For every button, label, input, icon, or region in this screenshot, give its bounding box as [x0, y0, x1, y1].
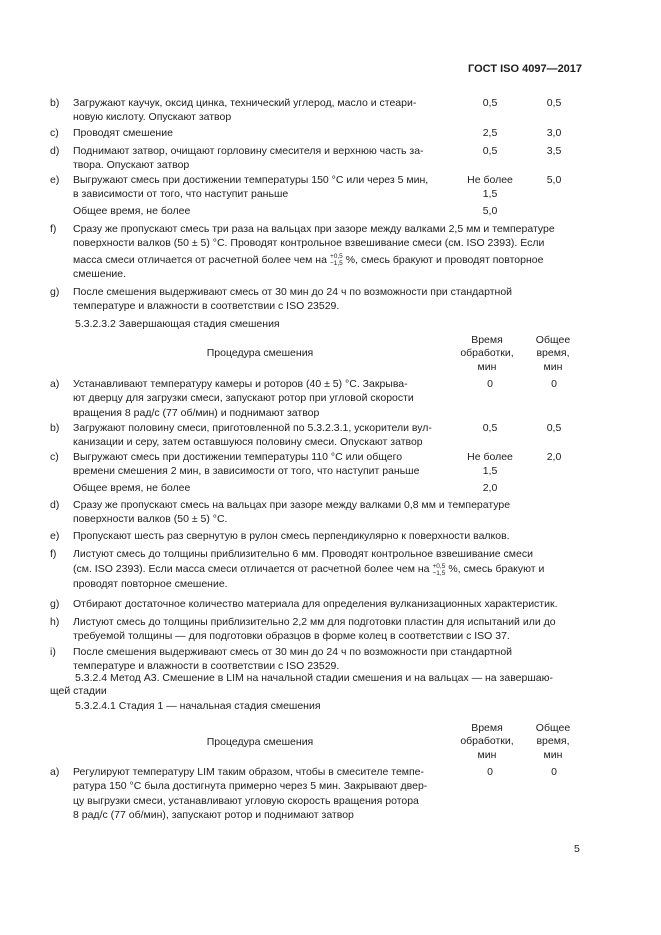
header-line: время,	[536, 347, 570, 360]
header-line: обработки,	[460, 347, 514, 360]
text-line: времени смешения 2 мин, в зависимости от того, что наступит раньше	[73, 465, 420, 478]
list-item-text	[73, 450, 441, 479]
text-line: Устанавливают температуру камеры и роторов (40 ± 5) °С. Закрыва-	[73, 378, 408, 390]
list-label: a)	[50, 766, 60, 778]
text-line: поверхности валков (50 ± 5) °С.	[73, 513, 228, 526]
total-time-label: Общее время, не более	[73, 205, 191, 217]
text-line: Регулируют температуру LIM таким образом, чтобы в смесителе темпе-	[73, 766, 425, 778]
list-label: d)	[50, 499, 60, 511]
list-label: e)	[50, 174, 60, 186]
list-label: g)	[50, 286, 60, 298]
time-value: 0	[487, 378, 493, 390]
list-label: c)	[50, 127, 59, 139]
text-line: вращения 8 рад/с (77 об/мин) и поднимают затвор	[73, 406, 320, 419]
standard-designation: ГОСТ ISO 4097—2017	[468, 63, 583, 75]
total-value: 0	[551, 378, 557, 390]
time-value: 1,5	[482, 188, 498, 200]
text-fragment: %, смесь бракуют и проводят повторное	[345, 253, 544, 266]
header-line: Время	[471, 722, 503, 734]
text-line: температуре и влажности в соответствии с ISO 23529.	[73, 660, 340, 673]
column-header-total	[524, 334, 582, 374]
section-heading: 5.3.2.4 Метод А3. Смешение в LIM на начальной стадии смешения и на вальцах — на завершаю-	[75, 672, 553, 684]
column-header-procedure: Процедура смешения	[206, 736, 314, 748]
list-label: f)	[50, 223, 57, 235]
tolerance-lower: −1,5	[329, 260, 343, 268]
time-value: Не более	[467, 174, 513, 186]
tolerance-lower: −1,5	[432, 569, 446, 577]
text-line: Загружают каучук, оксид цинка, технический углерод, масло и стеари-	[73, 97, 417, 109]
list-item-text	[73, 173, 441, 202]
text-line: Листуют смесь до толщины приблизительно 2,2 мм для подготовки пластин для испытаний или до	[73, 616, 556, 628]
header-line: мин	[477, 748, 497, 761]
text-line: Проводят смешение	[73, 127, 173, 139]
paragraph	[73, 547, 593, 591]
time-value: 2,5	[482, 127, 498, 139]
time-value: 1,5	[482, 465, 498, 477]
text-fragment: (см. ISO 2393). Если масса смеси отличается от расчетной более чем на	[73, 563, 430, 576]
paragraph	[73, 597, 593, 611]
text-line: Листуют смесь до толщины приблизительно 6 мм. Проводят контрольное взвешивание смеси	[73, 548, 533, 560]
text-line: Загружают половину смеси, приготовленной по 5.3.2.3.1, ускорители вул-	[73, 422, 432, 434]
column-header-procedure: Процедура смешения	[206, 347, 314, 359]
paragraph	[73, 285, 593, 314]
list-label: a)	[50, 378, 60, 390]
time-value: 0	[487, 766, 493, 778]
header-line: обработки,	[460, 735, 514, 748]
text-line: твора. Опускают затвор	[73, 159, 190, 172]
header-line: Общее	[535, 722, 571, 734]
text-fragment: %, смесь бракуют и	[448, 563, 545, 576]
total-value: 0	[551, 766, 557, 778]
column-header-time	[456, 334, 518, 374]
text-line: Выгружают смесь при достижении температуры 150 °С или через 5 мин,	[73, 174, 429, 186]
paragraph	[73, 645, 593, 674]
total-value: 5,0	[546, 174, 562, 186]
column-header-time	[456, 722, 518, 762]
paragraph	[73, 498, 593, 527]
text-line: ратура 150 °С была достигнута примерно через 5 мин. Закрывают двер-	[73, 780, 428, 793]
text-line: требуемой толщины — для подготовки образцов в форме колец в соответствии с ISO 37.	[73, 630, 510, 643]
text-fragment: масса смеси отличается от расчетной более чем на	[73, 253, 327, 266]
tolerance-upper: +0,5	[432, 562, 446, 570]
text-line: Пропускают шесть раз свернутую в рулон смесь перпендикулярно к поверхности валков.	[73, 530, 510, 542]
tolerance	[433, 563, 446, 577]
text-line: Отбирают достаточное количество материала для определения вулканизационных характеристик.	[73, 598, 558, 610]
tolerance	[330, 253, 343, 267]
list-item-text	[73, 421, 441, 450]
text-line	[73, 253, 593, 267]
column-header-total	[524, 722, 582, 762]
text-line: Поднимают затвор, очищают горловину смесителя и верхнюю часть за-	[73, 145, 424, 157]
total-value: 0,5	[546, 97, 562, 109]
list-item-text	[73, 377, 441, 420]
text-line: Сразу же пропускают смесь три раза на вальцах при зазоре между валками 2,5 мм и температуре	[73, 223, 555, 235]
text-line: Сразу же пропускают смесь на вальцах при зазоре между валками 0,8 мм и температуре	[73, 499, 511, 511]
header-line: Время	[471, 334, 503, 346]
text-line: проводят повторное смешение.	[73, 577, 228, 590]
list-item-text	[73, 96, 441, 125]
list-label: g)	[50, 598, 60, 610]
text-line: новую кислоту. Опускают затвор	[73, 111, 232, 124]
list-item-text	[73, 144, 441, 173]
total-time-value: 2,0	[482, 482, 498, 494]
header-line: время,	[536, 735, 570, 748]
page-number: 5	[574, 843, 580, 855]
list-label: h)	[50, 616, 60, 628]
total-value: 3,0	[546, 127, 562, 139]
list-item-text	[73, 126, 441, 140]
header-line: мин	[543, 360, 563, 373]
text-line: канизации и серу, затем оставшуюся половину смеси. Опускают затвор	[73, 436, 423, 449]
total-value: 3,5	[546, 145, 562, 157]
list-label: b)	[50, 97, 60, 109]
time-value: 0,5	[482, 145, 498, 157]
list-label: b)	[50, 422, 60, 434]
time-value: Не более	[467, 451, 513, 463]
list-label: c)	[50, 451, 59, 463]
total-time-label: Общее время, не более	[73, 482, 191, 494]
text-line: смешение.	[73, 268, 126, 281]
time-value: 0,5	[482, 422, 498, 434]
paragraph	[73, 222, 593, 282]
header-line: мин	[477, 360, 497, 373]
list-label: d)	[50, 145, 60, 157]
total-time-value: 5,0	[482, 205, 498, 217]
paragraph	[73, 615, 593, 644]
list-label: e)	[50, 530, 60, 542]
section-heading: 5.3.2.3.2 Завершающая стадия смешения	[75, 318, 280, 330]
total-value: 2,0	[546, 451, 562, 463]
total-value: 0,5	[546, 422, 562, 434]
list-item-text	[73, 765, 441, 823]
text-line: температуре и влажности в соответствии с ISO 23529.	[73, 300, 340, 313]
time-value: 0,5	[482, 97, 498, 109]
text-line: в зависимости от того, что наступит раньше	[73, 188, 289, 201]
text-line: После смешения выдерживают смесь от 30 мин до 24 ч по возможности при стандартной	[73, 286, 513, 298]
header-line: Общее	[535, 334, 571, 346]
text-line: 8 рад/с (77 об/мин), запускают ротор и поднимают затвор	[73, 809, 354, 822]
text-line: Выгружают смесь при достижении температуры 110 °С или общего	[73, 451, 403, 463]
text-line: После смешения выдерживают смесь от 30 мин до 24 ч по возможности при стандартной	[73, 646, 513, 658]
text-line: ют дверцу для загрузки смеси, запускают ротор при угловой скорости	[73, 392, 414, 405]
section-heading-continued: щей стадии	[50, 685, 107, 697]
tolerance-upper: +0,5	[329, 253, 343, 261]
text-line	[73, 562, 593, 576]
text-line: поверхности валков (50 ± 5) °С. Проводят контрольное взвешивание смеси (см. ISO 2393). Если	[73, 237, 545, 250]
list-label: f)	[50, 548, 57, 560]
text-line: цу выгрузки смеси, устанавливают угловую скорость вращения ротора	[73, 794, 419, 807]
header-line: мин	[543, 748, 563, 761]
list-label: i)	[50, 646, 56, 658]
paragraph	[73, 529, 593, 543]
section-heading: 5.3.2.4.1 Стадия 1 — начальная стадия смешения	[75, 700, 321, 712]
